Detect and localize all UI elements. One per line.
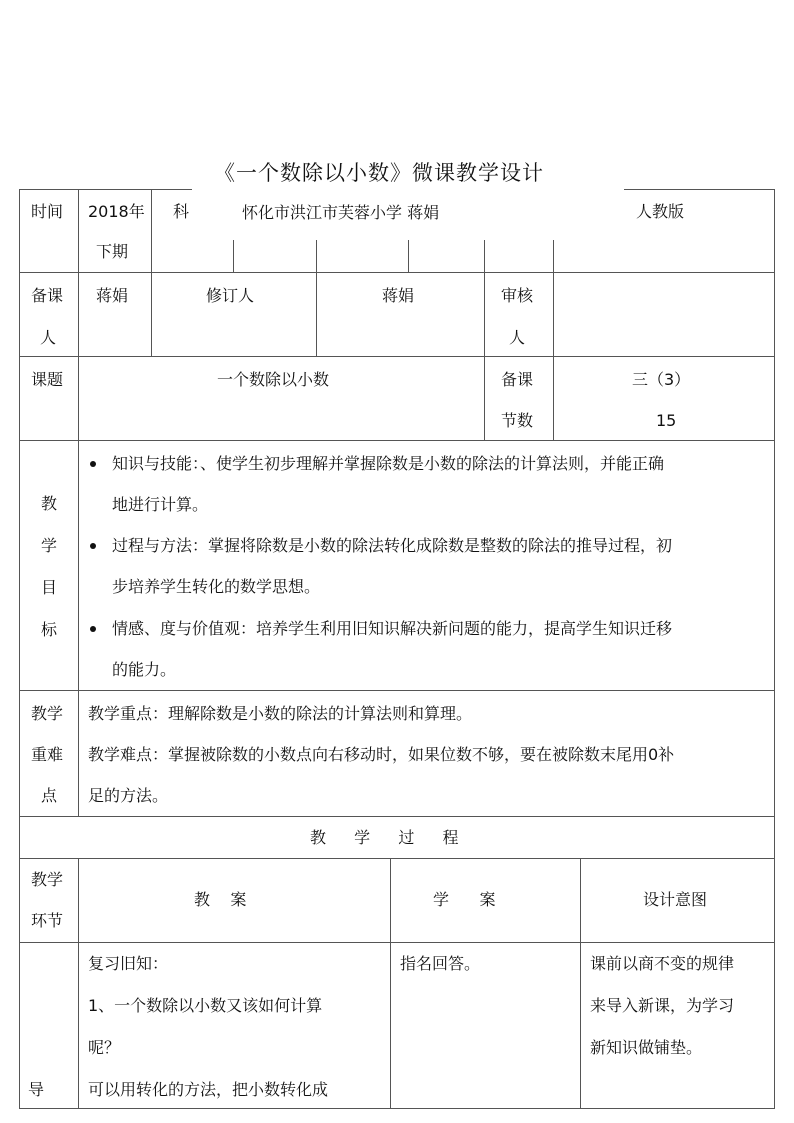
intent-line: 课前以商不变的规律 bbox=[590, 954, 735, 973]
author-line: 怀化市洪江市芙蓉小学 蒋娟 bbox=[242, 203, 440, 222]
goal-item-line: 的能力。 bbox=[112, 660, 177, 679]
reviser-value: 蒋娟 bbox=[382, 286, 415, 305]
time-value-2: 下期 bbox=[96, 242, 129, 261]
goal-item-line: 地进行计算。 bbox=[112, 495, 209, 514]
goals-label-char: 标 bbox=[41, 620, 58, 639]
period-label: 备课 bbox=[501, 370, 534, 389]
table-line bbox=[19, 816, 775, 817]
preparer-label: 备课 bbox=[31, 286, 64, 305]
table-line bbox=[580, 858, 581, 1108]
bullet-icon bbox=[90, 626, 96, 632]
teaching-line: 呢？ bbox=[88, 1038, 121, 1057]
preparer-label-2: 人 bbox=[40, 328, 57, 347]
difficulty-line-2: 足的方法。 bbox=[88, 786, 169, 805]
keypoints-label: 教学 bbox=[31, 704, 64, 723]
table-line bbox=[19, 690, 775, 691]
goals-label-char: 学 bbox=[41, 536, 58, 555]
time-value: 2018年 bbox=[88, 202, 145, 221]
table-line bbox=[151, 272, 152, 356]
teaching-plan-header: 教 案 bbox=[194, 890, 247, 909]
stage-column-label-2: 环节 bbox=[31, 911, 64, 930]
learning-plan-header: 学 案 bbox=[433, 890, 496, 909]
bullet-icon bbox=[90, 461, 96, 467]
teaching-line: 1、一个数除以小数又该如何计算 bbox=[88, 996, 323, 1015]
reviewer-label: 审核 bbox=[501, 286, 534, 305]
period-label-2: 节数 bbox=[501, 411, 534, 430]
goals-label-char: 教 bbox=[41, 494, 58, 513]
table-line bbox=[19, 942, 775, 943]
reviser-label: 修订人 bbox=[206, 286, 255, 305]
table-line bbox=[19, 440, 775, 441]
table-line bbox=[19, 1108, 775, 1109]
keypoints-label-2: 重难 bbox=[31, 745, 64, 764]
table-line bbox=[316, 272, 317, 356]
table-line bbox=[774, 189, 775, 1109]
teaching-line: 可以用转化的方法，把小数转化成 bbox=[88, 1080, 329, 1099]
table-line bbox=[78, 272, 79, 356]
table-line bbox=[151, 189, 152, 272]
stage-column-label: 教学 bbox=[31, 870, 64, 889]
reviewer-label-2: 人 bbox=[509, 328, 526, 347]
table-line bbox=[78, 858, 79, 1108]
period-value: 15 bbox=[656, 411, 677, 430]
topic-value: 一个数除以小数 bbox=[217, 370, 330, 389]
table-line bbox=[484, 356, 485, 440]
goal-item-line: 步培养学生转化的数学思想。 bbox=[112, 577, 321, 596]
table-line bbox=[484, 272, 485, 356]
edition-value: 人教版 bbox=[636, 202, 685, 221]
intent-line: 来导入新课，为学习 bbox=[590, 996, 735, 1015]
subject-label: 科 bbox=[173, 202, 190, 221]
keypoints-label-3: 点 bbox=[41, 786, 58, 805]
grade-value: 三（3） bbox=[632, 370, 691, 389]
table-line bbox=[553, 356, 554, 440]
learning-value: 指名回答。 bbox=[400, 954, 481, 973]
goal-item-line: 过程与方法：掌握将除数是小数的除法转化成除数是整数的除法的推导过程，初 bbox=[112, 536, 673, 555]
teaching-line: 复习旧知： bbox=[88, 954, 169, 973]
table-line bbox=[19, 189, 20, 1109]
table-line bbox=[78, 189, 79, 272]
difficulty-line: 教学难点：掌握被除数的小数点向右移动时，如果位数不够，要在被除数末尾用0补 bbox=[88, 745, 675, 764]
time-label: 时间 bbox=[31, 202, 64, 221]
table-line bbox=[78, 356, 79, 440]
goal-item-line: 情感、度与价值观：培养学生利用旧知识解决新问题的能力，提高学生知识迁移 bbox=[112, 619, 673, 638]
table-line bbox=[19, 858, 775, 859]
table-line bbox=[390, 858, 391, 1108]
table-line bbox=[19, 272, 775, 273]
intent-line: 新知识做铺垫。 bbox=[590, 1038, 703, 1057]
table-line bbox=[19, 356, 775, 357]
design-intent-header: 设计意图 bbox=[643, 890, 708, 909]
goal-item-line: 知识与技能：、使学生初步理解并掌握除数是小数的除法的计算法则，并能正确 bbox=[112, 454, 665, 473]
bullet-icon bbox=[90, 543, 96, 549]
table-line bbox=[78, 440, 79, 816]
table-line bbox=[553, 272, 554, 356]
stage-value: 导 bbox=[28, 1080, 45, 1099]
page-title: 《一个数除以小数》微课教学设计 bbox=[214, 161, 544, 185]
topic-label: 课题 bbox=[31, 370, 64, 389]
preparer-value: 蒋娟 bbox=[96, 286, 129, 305]
key-point-line: 教学重点：理解除数是小数的除法的计算法则和算理。 bbox=[88, 704, 473, 723]
goals-label-char: 目 bbox=[41, 578, 58, 597]
process-header: 教 学 过 程 bbox=[310, 828, 465, 847]
